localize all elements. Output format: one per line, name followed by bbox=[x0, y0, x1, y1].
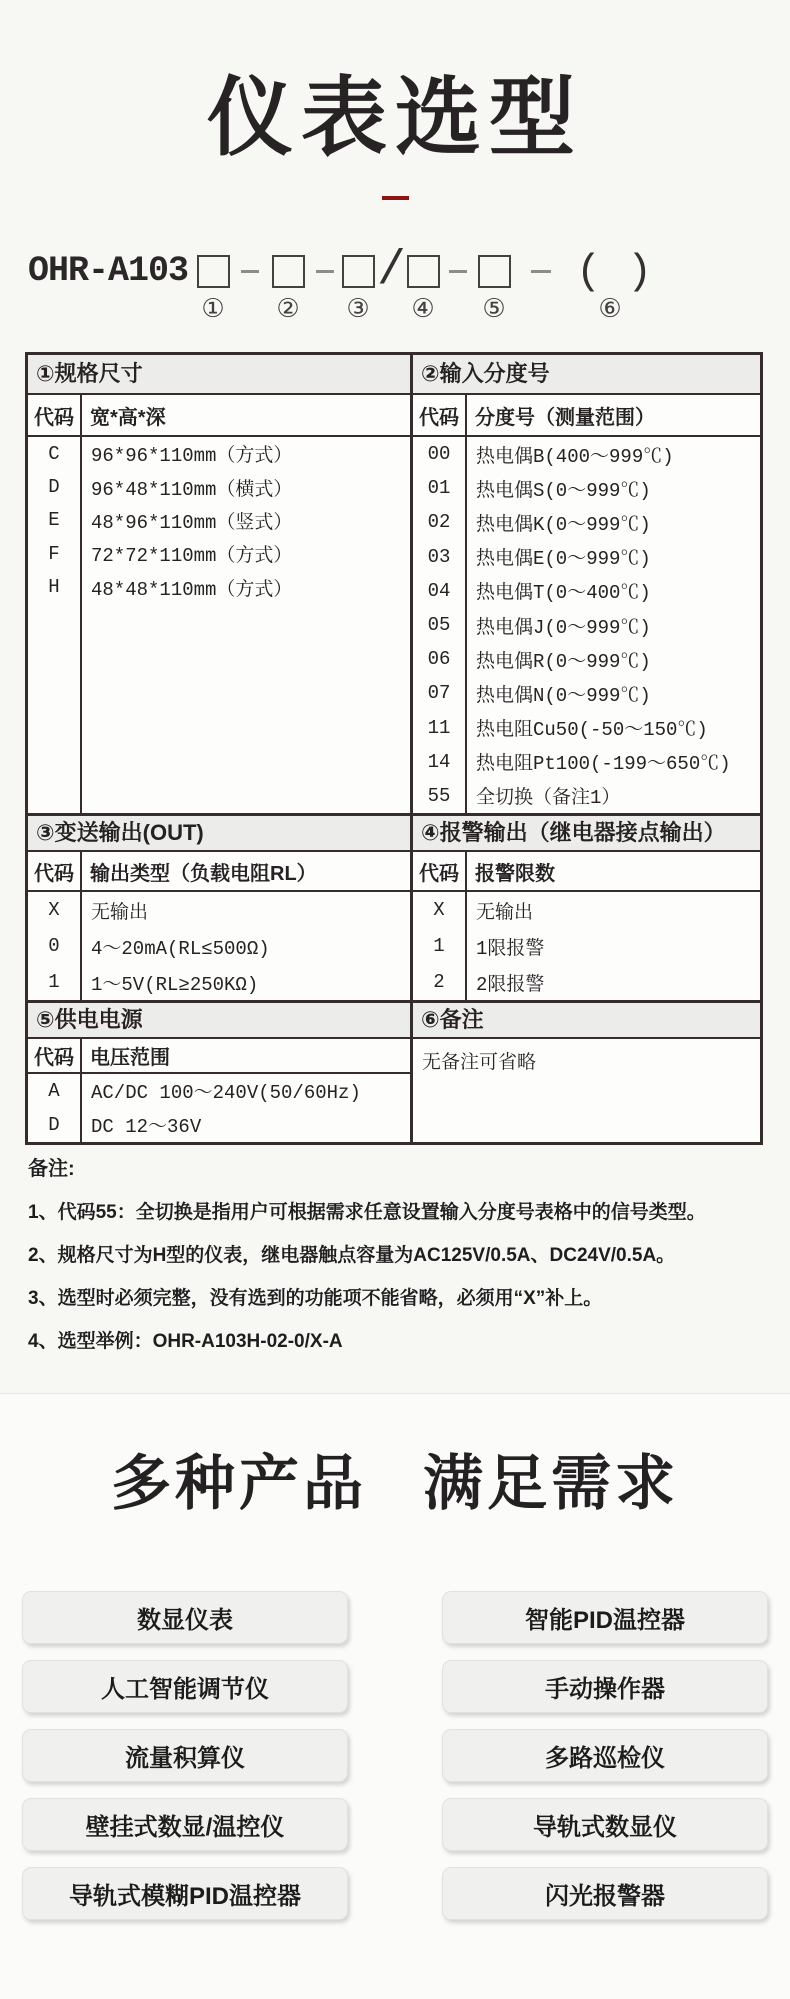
product-button-ai-regulator[interactable]: 人工智能调节仪 bbox=[22, 1660, 348, 1713]
code-column-header: 代码 bbox=[413, 395, 467, 435]
remark-note: 无备注可省略 bbox=[422, 1052, 537, 1074]
footnote-1: 1、代码55：全切换是指用户可根据需求任意设置输入分度号表格中的信号类型。 bbox=[28, 1202, 706, 1223]
code-cell: 04 bbox=[413, 574, 467, 608]
code-cell: 00 bbox=[413, 437, 467, 471]
code-slot-4 bbox=[407, 255, 440, 288]
position-label-3: ③ bbox=[346, 294, 370, 324]
code-column-header: 代码 bbox=[28, 395, 82, 435]
desc-cell: 96*48*110mm（横式） bbox=[91, 478, 293, 501]
code-cell: 11 bbox=[413, 711, 467, 745]
table-row bbox=[413, 437, 760, 471]
code-cell: X bbox=[28, 892, 82, 928]
desc-cell: 热电偶N(0～999℃) bbox=[476, 684, 651, 707]
code-slot-1 bbox=[197, 255, 230, 288]
code-cell: 2 bbox=[413, 964, 467, 1000]
table-row bbox=[28, 1107, 410, 1142]
section-remark-title: ⑥备注 bbox=[413, 1003, 760, 1039]
desc-column-header: 分度号（测量范围） bbox=[475, 406, 655, 429]
desc-cell: 48*48*110mm（方式） bbox=[91, 578, 293, 601]
table-row bbox=[413, 745, 760, 779]
section-output-title: ③变送输出(OUT) bbox=[28, 816, 410, 852]
table-band-3 bbox=[28, 1000, 760, 1142]
desc-cell: 96*96*110mm（方式） bbox=[91, 445, 293, 468]
desc-column-header: 报警限数 bbox=[475, 862, 555, 885]
code-cell bbox=[28, 604, 82, 813]
dash-separator bbox=[531, 270, 551, 273]
code-cell: 03 bbox=[413, 540, 467, 574]
code-slot-3 bbox=[342, 255, 375, 288]
code-cell: A bbox=[28, 1074, 82, 1107]
table-row bbox=[413, 964, 760, 1000]
table-row bbox=[28, 571, 410, 604]
table-row bbox=[28, 504, 410, 537]
code-column-header: 代码 bbox=[413, 852, 467, 890]
alarm-rows bbox=[413, 892, 760, 1000]
desc-cell: 无输出 bbox=[476, 901, 534, 924]
desc-cell: 无输出 bbox=[91, 901, 149, 924]
desc-cell: 1限报警 bbox=[476, 937, 545, 960]
table-row bbox=[413, 779, 760, 813]
desc-cell: 72*72*110mm（方式） bbox=[91, 545, 293, 568]
code-cell: 0 bbox=[28, 928, 82, 964]
code-cell: 05 bbox=[413, 608, 467, 642]
dash-separator bbox=[316, 270, 334, 273]
section-spec bbox=[28, 355, 413, 813]
table-row bbox=[28, 964, 410, 1000]
ordering-code-diagram bbox=[0, 244, 790, 328]
product-button-smart-pid-controller[interactable]: 智能PID温控器 bbox=[442, 1591, 768, 1644]
table-row bbox=[413, 676, 760, 710]
desc-cell: 热电偶T(0～400℃) bbox=[476, 582, 651, 605]
desc-cell: 热电偶R(0～999℃) bbox=[476, 650, 651, 673]
spec-rows bbox=[28, 437, 410, 813]
paren-close: ) bbox=[627, 248, 653, 296]
table-row bbox=[413, 540, 760, 574]
paren-open: ( bbox=[576, 248, 602, 296]
desc-cell: 热电偶B(400～999℃) bbox=[476, 445, 674, 468]
product-button-manual-operator[interactable]: 手动操作器 bbox=[442, 1660, 768, 1713]
code-column-header: 代码 bbox=[28, 1039, 82, 1072]
code-cell: C bbox=[28, 437, 82, 470]
section-input-title: ②输入分度号 bbox=[413, 355, 760, 395]
table-row bbox=[413, 608, 760, 642]
alarm-column-header bbox=[413, 852, 760, 892]
code-cell: 1 bbox=[28, 964, 82, 1000]
power-rows bbox=[28, 1074, 410, 1142]
product-button-multi-channel-scanner[interactable]: 多路巡检仪 bbox=[442, 1729, 768, 1782]
desc-cell: 热电偶J(0～999℃) bbox=[476, 616, 651, 639]
desc-cell: DC 12～36V bbox=[91, 1116, 202, 1138]
code-cell: 01 bbox=[413, 471, 467, 505]
position-label-5: ⑤ bbox=[482, 294, 506, 324]
footnote-2: 2、规格尺寸为H型的仪表，继电器触点容量为AC125V/0.5A、DC24V/0.5A。 bbox=[28, 1245, 676, 1266]
table-row bbox=[28, 437, 410, 470]
products-heading-left: 多种产品 bbox=[111, 1450, 367, 1517]
table-row bbox=[413, 928, 760, 964]
section-power-title: ⑤供电电源 bbox=[28, 1003, 410, 1039]
table-row bbox=[28, 1074, 410, 1107]
code-cell: E bbox=[28, 504, 82, 537]
code-slot-2 bbox=[272, 255, 305, 288]
code-cell: 14 bbox=[413, 745, 467, 779]
table-band-2 bbox=[28, 813, 760, 1000]
table-row bbox=[413, 505, 760, 539]
code-cell: D bbox=[28, 470, 82, 503]
output-rows bbox=[28, 892, 410, 1000]
table-band-1 bbox=[28, 355, 760, 813]
code-cell: H bbox=[28, 571, 82, 604]
product-button-wall-mounted-meter[interactable]: 壁挂式数显/温控仪 bbox=[22, 1798, 348, 1851]
footnotes-title: 备注: bbox=[28, 1158, 75, 1180]
desc-cell: 热电偶E(0～999℃) bbox=[476, 548, 651, 571]
desc-column-header: 宽*高*深 bbox=[90, 406, 166, 429]
section-power bbox=[28, 1003, 413, 1142]
desc-cell: 48*96*110mm（竖式） bbox=[91, 511, 293, 534]
spec-column-header bbox=[28, 395, 410, 437]
table-row bbox=[413, 574, 760, 608]
footnotes bbox=[28, 1152, 770, 1353]
position-label-6: ⑥ bbox=[598, 294, 622, 324]
product-button-flow-totalizer[interactable]: 流量积算仪 bbox=[22, 1729, 348, 1782]
desc-cell: 热电偶S(0～999℃) bbox=[476, 479, 651, 502]
code-slot-5 bbox=[478, 255, 511, 288]
code-column-header: 代码 bbox=[28, 852, 82, 890]
products-heading bbox=[0, 1436, 790, 1522]
desc-cell: 热电阻Pt100(-199～650℃) bbox=[476, 753, 731, 776]
section-alarm-title: ④报警输出（继电器接点输出） bbox=[413, 816, 760, 852]
table-row bbox=[28, 892, 410, 928]
slash-separator: / bbox=[377, 244, 406, 298]
code-cell: D bbox=[28, 1107, 82, 1142]
section-input bbox=[413, 355, 760, 813]
desc-cell: 热电阻Cu50(-50～150℃) bbox=[476, 719, 708, 742]
product-button-digital-display-meter[interactable]: 数显仪表 bbox=[22, 1591, 348, 1644]
desc-cell: 1～5V(RL≥250KΩ) bbox=[91, 973, 259, 996]
code-cell: 1 bbox=[413, 928, 467, 964]
desc-column-header: 输出类型（负载电阻RL） bbox=[90, 862, 317, 885]
selection-table bbox=[25, 352, 763, 1145]
desc-column-header: 电压范围 bbox=[90, 1047, 170, 1069]
footnote-3: 3、选型时必须完整，没有选到的功能项不能省略，必须用“X”补上。 bbox=[28, 1288, 603, 1309]
title-accent-dash bbox=[382, 196, 409, 200]
section-spec-title: ①规格尺寸 bbox=[28, 355, 410, 395]
table-row-filler bbox=[28, 604, 410, 813]
code-cell: F bbox=[28, 537, 82, 570]
desc-cell: 2限报警 bbox=[476, 973, 545, 996]
dash-separator bbox=[241, 270, 259, 273]
power-column-header bbox=[28, 1039, 410, 1074]
desc-cell: 全切换（备注1） bbox=[476, 787, 621, 810]
table-row bbox=[28, 470, 410, 503]
desc-cell bbox=[82, 604, 410, 813]
section-output bbox=[28, 816, 413, 1000]
input-rows bbox=[413, 437, 760, 813]
code-cell: 07 bbox=[413, 676, 467, 710]
code-cell: 55 bbox=[413, 779, 467, 813]
product-button-din-rail-display-meter[interactable]: 导轨式数显仪 bbox=[442, 1798, 768, 1851]
output-column-header bbox=[28, 852, 410, 892]
section-alarm bbox=[413, 816, 760, 1000]
table-row bbox=[413, 892, 760, 928]
footnote-4: 4、选型举例：OHR-A103H-02-0/X-A bbox=[28, 1331, 343, 1352]
position-label-4: ④ bbox=[411, 294, 435, 324]
products-heading-right: 满足需求 bbox=[423, 1450, 679, 1517]
section-remark bbox=[413, 1003, 760, 1142]
table-row bbox=[413, 711, 760, 745]
table-row bbox=[28, 928, 410, 964]
table-row bbox=[28, 537, 410, 570]
desc-cell: 4～20mA(RL≤500Ω) bbox=[91, 937, 270, 960]
input-column-header bbox=[413, 395, 760, 437]
code-cell: 06 bbox=[413, 642, 467, 676]
desc-cell: AC/DC 100～240V(50/60Hz) bbox=[91, 1082, 361, 1104]
product-button-flash-alarm[interactable]: 闪光报警器 bbox=[442, 1867, 768, 1920]
code-cell: 02 bbox=[413, 505, 467, 539]
position-label-1: ① bbox=[201, 294, 225, 324]
page-title: 仪表选型 bbox=[207, 70, 583, 166]
position-label-2: ② bbox=[276, 294, 300, 324]
model-prefix: OHR-A103 bbox=[28, 251, 189, 291]
code-cell: X bbox=[413, 892, 467, 928]
desc-cell: 热电偶K(0～999℃) bbox=[476, 513, 651, 536]
table-row bbox=[413, 471, 760, 505]
table-row bbox=[413, 642, 760, 676]
dash-separator bbox=[449, 270, 467, 273]
product-button-din-rail-fuzzy-pid-controller[interactable]: 导轨式模糊PID温控器 bbox=[22, 1867, 348, 1920]
